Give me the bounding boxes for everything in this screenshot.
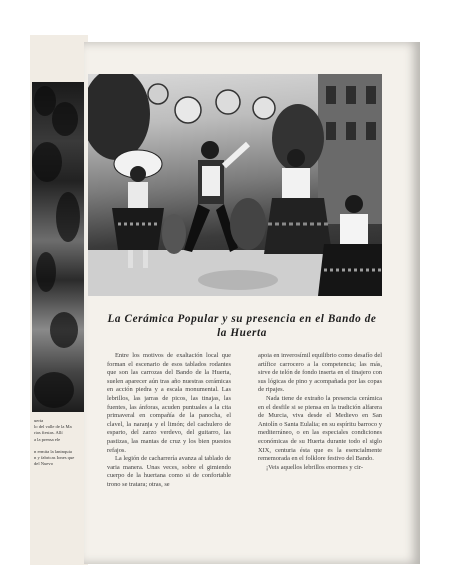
- dancers-illustration: [88, 74, 382, 296]
- paragraph: Entre los motivos de exaltación local que forman el escenario de esos tablados rodantes que son las carrozas del Bando de la Huerta, suelen aparecer aún tras año nuestras cerámicas en acción piedra y a escala monumental. Las lebrillos, las jarras de picos, las tinajas, las fuentes, las ánforas, acuden puntuales a la cita primaveral en compañía de la panocha, el clavel, la naranja y el limón; del cachulero de esparto, del zarzo verdevo, del guitarro, las pastizas, las mantas de cruz y los bien puestos refajos.: [107, 352, 231, 454]
- caption-line: del Nuevo: [34, 461, 54, 467]
- caption-line: lo del valle de la Ma: [34, 424, 72, 430]
- paragraph: La legión de cacharrería avanza al tablado de varia manera. Unas veces, sobre el gimiendo cuerpo de la huertana como si de confortable trono se tratara; otras, se: [107, 455, 231, 488]
- paragraph: apoia en inverosímil equilibrio como desafío del artífice carrocero a la competencia; las más, sirve de telón de fondo inserta en el tinajero con sus lógicas de pino y acompañada por las copas de ripajes.: [258, 352, 382, 394]
- dancers-photo: [88, 74, 382, 296]
- left-page-photo: [32, 82, 84, 412]
- left-page-caption: [34, 418, 86, 468]
- caption-line: a la prensa ele: [34, 436, 61, 442]
- body-column-right: [258, 352, 382, 472]
- paragraph: Nada tiene de extraño la presencia cerámica en el desfile si se piensa en la tradición alfarera de Murcia, viva desde el Medievo en San Antolín o Santa Eulalia; en su espíritu barroco y mediterráneo, o en las especiales condiciones económicas de su Huerta durante todo el siglo XIX, centuria ésta que es la esencialmente rememorada en el folklore festivo del Bando.: [258, 394, 382, 463]
- body-column-left: [107, 352, 231, 490]
- caption-line: uerta: [34, 418, 44, 423]
- caption-line: rias fiestas. Allí: [34, 430, 63, 436]
- caption-line: n ermita la laninquia: [34, 449, 72, 455]
- paragraph: ¡Veis aquellos lebrillos enormes y cir-: [266, 463, 363, 471]
- caption-line: n y fabricas Iones que: [34, 455, 75, 461]
- article-title: La Cerámica Popular y su presencia en el Bando de la Huerta: [107, 313, 377, 339]
